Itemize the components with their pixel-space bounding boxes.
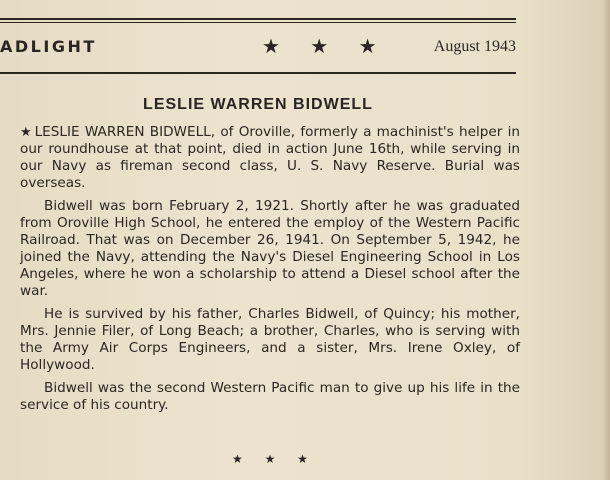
article-headline: LESLIE WARREN BIDWELL <box>143 96 373 113</box>
masthead-top-rule-thin <box>0 22 516 23</box>
masthead-top-rule <box>0 18 516 20</box>
masthead-bottom-rule <box>0 72 516 74</box>
lead-star-icon: ★ <box>20 125 33 140</box>
article-paragraph-1 <box>20 124 520 192</box>
masthead <box>0 34 516 60</box>
article-paragraph-2: Bidwell was born February 2, 1921. Shortly after he was graduated from Oroville High School, he entered the employ of the Western Pacific Railroad. That was on December 26, 1941. On September 5, 1942, he joined the Navy, attending the Navy's Diesel Engineering School in Los Angeles, where he won a scholarship to attend a Diesel school after the war. <box>20 198 520 299</box>
end-stars-icon: ★ ★ ★ <box>232 452 317 466</box>
issue-date: August 1943 <box>433 38 516 55</box>
article-paragraph-4: Bidwell was the second Western Pacific man to give up his life in the service of his country. <box>20 380 520 413</box>
article-paragraph-1-text: LESLIE WARREN BIDWELL, of Oroville, formerly a machinist's helper in our roundhouse at that point, died in action June 16th, while serving in our Navy as fireman second class, U. S. Navy Reserve. Burial was overseas. <box>20 124 521 191</box>
page-edge-shadow <box>602 0 610 480</box>
masthead-title: ADLIGHT <box>0 37 97 56</box>
article-body <box>20 124 520 420</box>
article-paragraph-3: He is survived by his father, Charles Bidwell, of Quincy; his mother, Mrs. Jennie Filer, of Long Beach; a brother, Charles, who is serving with the Army Air Corps Engineers, and a sister, Mrs. Irene Oxley, of Hollywood. <box>20 306 520 373</box>
masthead-stars-icon: ★ ★ ★ <box>262 34 389 58</box>
